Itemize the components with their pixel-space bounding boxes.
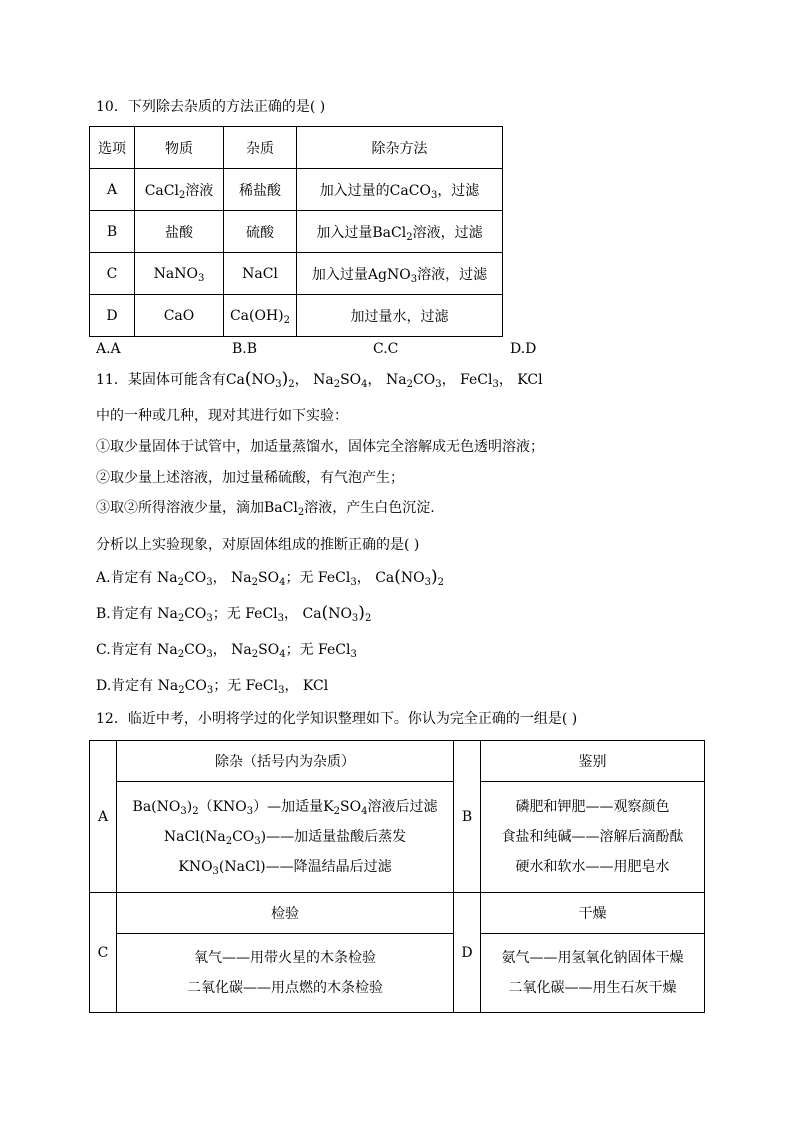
q11-step-3: ③取②所得溶液少量，滴加BaCl$_2$溶液，产生白色沉淀. [96, 500, 435, 518]
header-cell: 除杂方法 [297, 127, 503, 169]
option-a[interactable]: A.A [96, 341, 121, 357]
method-cell: 加入过量AgNO$_3$溶液，过滤 [297, 253, 503, 295]
table-row [90, 893, 705, 934]
c-content [117, 934, 454, 1013]
table-row [90, 782, 705, 893]
method-cell: 加入过量的CaCO$_3$，过滤 [297, 169, 503, 211]
d-title: 干燥 [481, 893, 705, 934]
q11-stem-line2: 中的一种或几种，现对其进行如下实验： [96, 408, 348, 424]
table-row [90, 741, 705, 782]
header-cell: 物质 [135, 127, 224, 169]
method-cell: 加过量水，过滤 [297, 295, 503, 337]
q10-options [0, 340, 794, 358]
header-cell: 选项 [90, 127, 135, 169]
q10-table [89, 126, 503, 337]
option-cell: D [90, 295, 135, 337]
table-row [90, 211, 503, 253]
a-line-1: $Ba(NO_3)_2(KNO_3)—$加适量$K_2SO_4$溶液后过滤 [132, 799, 438, 817]
q12-table [89, 740, 705, 1013]
q11-option-b[interactable]: B.肯定有 $Na_2CO_3$；无 FeCl$_3$， $Ca(NO_3)_2$ [96, 603, 372, 624]
a-content [117, 782, 454, 893]
q11-option-d[interactable]: D.肯定有 $Na_2CO_3$；无 FeCl$_3$， KCl [96, 678, 329, 696]
impurity-cell: $Ca(OH)_2$ [224, 295, 297, 337]
d-content [481, 934, 705, 1013]
q12-stem: 12．临近中考，小明将学过的化学知识整理如下。你认为完全正确的一组是( ) [96, 711, 578, 727]
option-b[interactable]: B.B [232, 341, 258, 357]
d-line-2: 二氧化碳——用生石灰干燥 [508, 980, 677, 996]
b-content [481, 782, 705, 893]
option-label-c: C [90, 893, 117, 1013]
impurity-cell: 稀盐酸 [224, 169, 297, 211]
substance-cell: NaNO$_3$ [135, 253, 224, 295]
q11-question: 分析以上实验现象，对原固体组成的推断正确的是( ) [96, 537, 420, 553]
header-cell: 杂质 [224, 127, 297, 169]
substance-cell: 盐酸 [135, 211, 224, 253]
q11-stem: 11．某固体可能含有$Ca(NO_3)_2$， $Na_2SO_4$， $Na_2CO_3$， FeCl$_3$， KCl [96, 369, 543, 390]
q11-step-2: ②取少量上述溶液，加过量稀硫酸，有气泡产生； [96, 470, 404, 486]
method-cell: 加入过量BaCl$_2$溶液，过滤 [297, 211, 503, 253]
a-title: 除杂（括号内为杂质） [117, 741, 454, 782]
a-line-3: $KNO_3(NaCl)——$降温结晶后过滤 [178, 859, 392, 877]
q10-stem: 10．下列除去杂质的方法正确的是( ) [96, 99, 326, 115]
b-line-2: 食盐和纯碱——溶解后滴酚酞 [501, 829, 684, 845]
b-line-3: 硬水和软水——用肥皂水 [515, 859, 670, 875]
option-cell: C [90, 253, 135, 295]
b-title: 鉴别 [481, 741, 705, 782]
table-row [90, 169, 503, 211]
c-line-2: 二氧化碳——用点燃的木条检验 [187, 980, 383, 996]
option-label-d: D [454, 893, 481, 1013]
substance-cell: CaCl$_2$溶液 [135, 169, 224, 211]
table-row [90, 253, 503, 295]
option-cell: A [90, 169, 135, 211]
b-line-1: 磷肥和钾肥——观察颜色 [515, 799, 670, 815]
table-row [90, 934, 705, 1013]
substance-cell: CaO [135, 295, 224, 337]
c-line-1: 氧气——用带火星的木条检验 [194, 950, 376, 966]
option-c[interactable]: C.C [373, 341, 399, 357]
option-cell: B [90, 211, 135, 253]
option-label-a: A [90, 741, 117, 893]
q11-step-1: ①取少量固体于试管中，加适量蒸馏水，固体完全溶解成无色透明溶液； [96, 439, 544, 455]
option-d[interactable]: D.D [510, 341, 537, 357]
table-header-row [90, 127, 503, 169]
q11-option-a[interactable]: A.肯定有 $Na_2CO_3$， $Na_2SO_4$；无 FeCl$_3$， $Ca(NO_3)_2$ [96, 567, 445, 588]
a-line-2: $NaCl(Na_2CO_3)——$加适量盐酸后蒸发 [163, 829, 407, 847]
impurity-cell: NaCl [224, 253, 297, 295]
c-title: 检验 [117, 893, 454, 934]
table-row [90, 295, 503, 337]
q11-option-c[interactable]: C.肯定有 $Na_2CO_3$， $Na_2SO_4$；无 FeCl$_3$ [96, 642, 357, 660]
option-label-b: B [454, 741, 481, 893]
d-line-1: 氨气——用氢氧化钠固体干燥 [501, 950, 684, 966]
impurity-cell: 硫酸 [224, 211, 297, 253]
